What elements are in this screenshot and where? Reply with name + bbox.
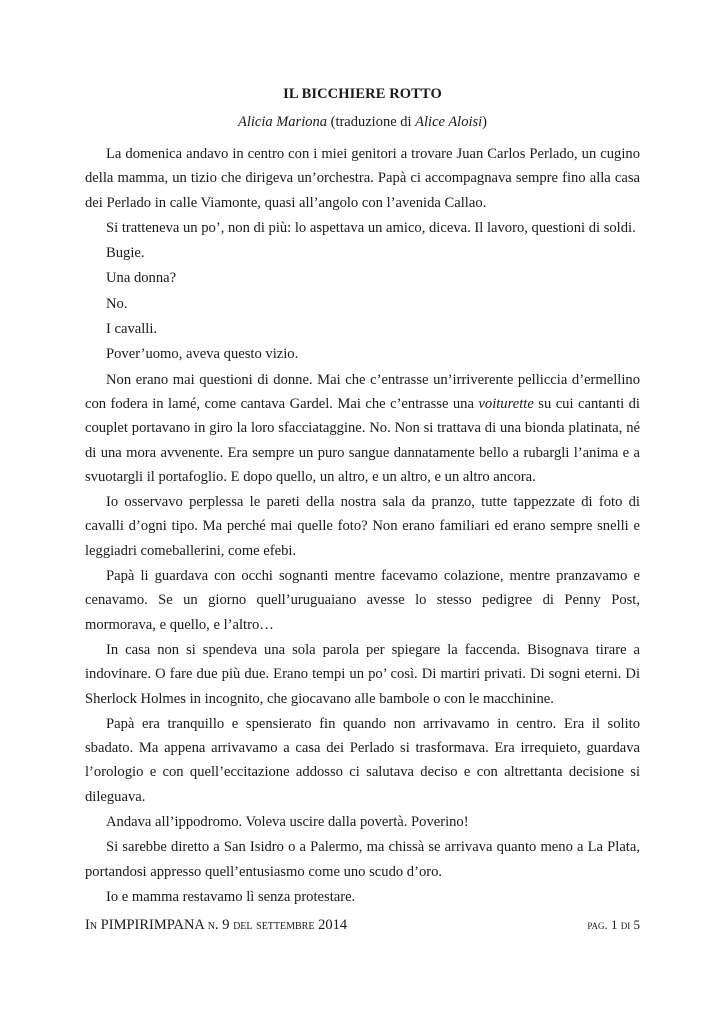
italic-word: voiturette [478, 395, 534, 412]
paragraph: Una donna? [106, 270, 177, 287]
paragraph [85, 368, 640, 489]
document-title: IL BICCHIERE ROTTO [283, 86, 442, 102]
paragraph: Si sarebbe diretto a San Isidro o a Palermo, ma chissà se arrivava quanto meno a La Plata, portandosi appresso quell’entusiasmo come uno scudo d’oro. [85, 839, 640, 880]
paragraph: Io osservavo perplessa le pareti della nostra sala da pranzo, tutte tappezzate di foto di cavalli d’ogni tipo. Ma perché mai quelle foto? Non erano familiari ed erano sempre snelli e leggiadri comeballerini, come efebi. [85, 494, 640, 559]
translation-suffix: ) [482, 114, 488, 130]
paragraph: Papà li guardava con occhi sognanti mentre facevamo colazione, mentre pranzavamo e cenavamo. Se un giorno quell’uruguaiano avesse lo stesso pedigree di Penny Post, mormorava, e quello, e l’altro… [85, 568, 640, 633]
footer-publication: In PIMPIRIMPANA n. 9 del settembre 2014 [85, 917, 348, 933]
paragraph: Bugie. [106, 245, 145, 262]
paragraph-text: su cui cantanti di couplet portavano in giro la loro sfacciataggine. No. Non si trattava di una bionda platinata, né di una mora avvenente. Era sempre un puro sangue dannatamente bello a rubargli l’anima e a svuotargli il portafoglio. E dopo quello, un altro, e un altro, e un altro ancora. [85, 395, 640, 485]
page-footer [85, 917, 640, 934]
byline [85, 114, 640, 131]
paragraph: La domenica andavo in centro con i miei genitori a trovare Juan Carlos Perlado, un cugino della mamma, un tizio che dirigeva un’orchestra. Papà ci accompagnava sempre fino alla casa dei Perlado in calle Viamonte, quasi all’angolo con l’avenida Callao. [85, 146, 640, 211]
paragraph: Si tratteneva un po’, non di più: lo aspettava un amico, diceva. Il lavoro, questioni di soldi. [106, 219, 636, 236]
translation-prefix: (traduzione di [330, 114, 416, 130]
paragraph: I cavalli. [106, 321, 158, 338]
page-number: pag. 1 di 5 [587, 917, 640, 932]
author-name: Alicia Mariona [237, 114, 327, 130]
paragraph: Andava all’ippodromo. Voleva uscire dalla povertà. Poverino! [106, 814, 469, 831]
paragraph: Pover’uomo, aveva questo vizio. [106, 346, 299, 363]
paragraph-text: Non erano mai questioni di donne. Mai che c’entrasse un’irriverente pelliccia d’ermellino con fodera in lamé, come cantava Gardel. Mai che c’entrasse una [85, 371, 640, 412]
translator-name: Alice Aloisi [415, 114, 483, 130]
document-body [85, 142, 640, 909]
paragraph: No. [106, 295, 128, 312]
paragraph: Papà era tranquillo e spensierato fin quando non arrivavamo in centro. Era il solito sbadato. Ma appena arrivavamo a casa dei Perlado si trasformava. Era irrequieto, guardava l’orologio e con quell’eccitazione addosso ci salutava deciso e con altrettanta decisione si dileguava. [85, 715, 640, 805]
document-page [85, 86, 640, 910]
paragraph: Io e mamma restavamo lì senza protestare. [106, 888, 356, 905]
paragraph: In casa non si spendeva una sola parola per spiegare la faccenda. Bisognava tirare a indovinare. O fare due più due. Erano tempi un po’ così. Di martiri privati. Di sogni eterni. Di Sherlock Holmes in incognito, che giocavano alle bambole o con le macchinine. [85, 641, 640, 707]
